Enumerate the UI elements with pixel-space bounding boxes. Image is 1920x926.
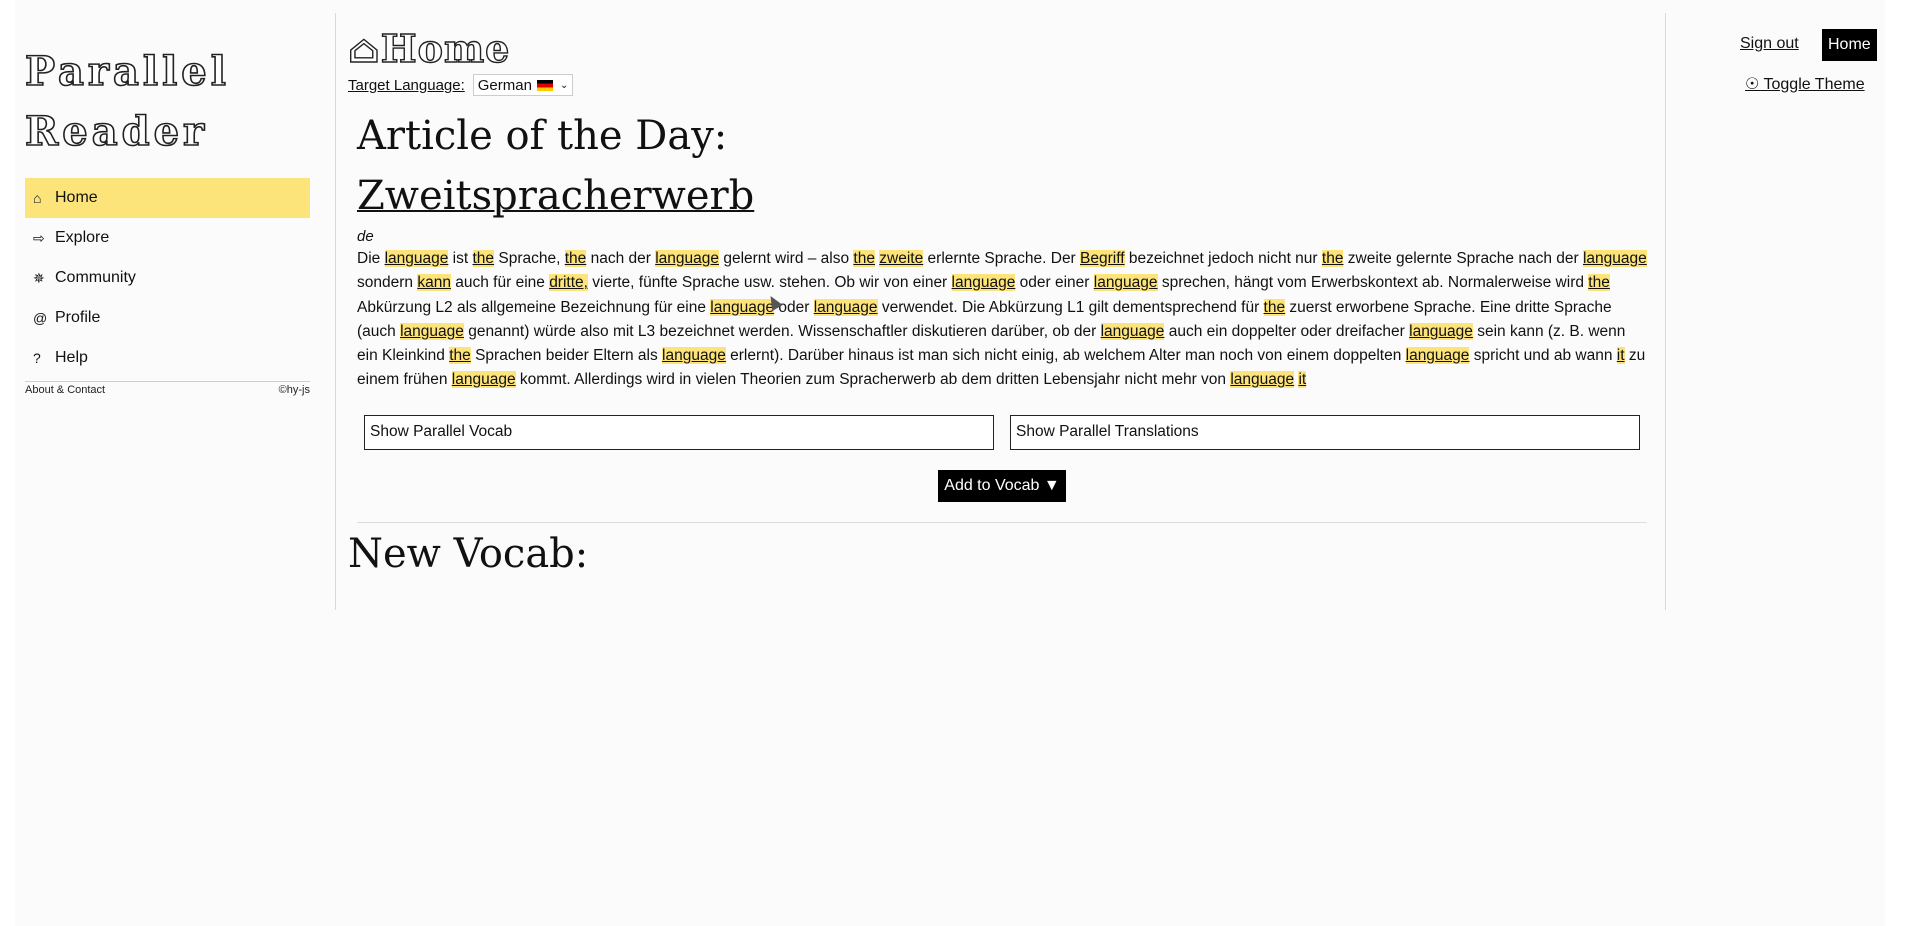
article bbox=[348, 106, 1647, 585]
article-text: sein kann (z. B. wenn ein Kleinkind bbox=[357, 322, 1626, 365]
sidebar-item-label: Home bbox=[55, 189, 98, 206]
sidebar-footer bbox=[25, 381, 310, 396]
article-text: Sprachen beider Eltern als bbox=[470, 347, 663, 365]
show-parallel-translations-button[interactable]: Show Parallel Translations bbox=[1010, 415, 1640, 450]
highlighted-word[interactable]: the bbox=[1588, 274, 1610, 292]
highlighted-word[interactable]: it bbox=[1616, 347, 1625, 365]
article-text: spricht und ab wann bbox=[1469, 347, 1617, 365]
article-lang-code: de bbox=[357, 228, 374, 245]
article-text: oder bbox=[774, 298, 814, 316]
sidebar-item-label: Help bbox=[55, 349, 88, 366]
highlighted-word[interactable]: dritte, bbox=[549, 274, 588, 292]
article-text: gelernt wird – also bbox=[719, 250, 854, 267]
article-text: genannt) würde also mit L3 bezeichnet werden. Wissenschaftler diskutieren darüber, ob der bbox=[463, 322, 1101, 340]
about-contact-link[interactable]: About & Contact bbox=[25, 384, 106, 396]
target-language-label: Target Language: bbox=[348, 76, 465, 94]
highlighted-word[interactable]: the bbox=[564, 250, 587, 267]
divider-left bbox=[335, 13, 336, 610]
copyright: ©hy-js bbox=[278, 384, 310, 396]
highlighted-word[interactable]: the bbox=[1263, 298, 1286, 316]
article-text: auch für eine bbox=[450, 274, 550, 292]
highlighted-word[interactable]: language bbox=[451, 371, 516, 389]
app-logo[interactable] bbox=[25, 42, 310, 162]
highlighted-word[interactable]: language bbox=[1409, 322, 1473, 340]
highlighted-word[interactable]: zweite bbox=[879, 250, 924, 267]
article-text: Abkürzung L2 als allgemeine Bezeichnung für eine bbox=[357, 298, 711, 316]
target-language-select[interactable] bbox=[473, 74, 574, 96]
add-to-vocab-button[interactable]: Add to Vocab ▼ bbox=[938, 470, 1065, 502]
article-body bbox=[357, 247, 1647, 393]
highlighted-word[interactable]: language bbox=[655, 250, 720, 267]
article-text: zuerst erworbene Sprache. Eine dritte Sprache (auch bbox=[357, 298, 1612, 340]
page-title: ⌂Home bbox=[348, 26, 511, 71]
sidebar-nav bbox=[25, 178, 310, 378]
article-text: zweite gelernte Sprache nach der bbox=[1343, 250, 1583, 267]
highlighted-word[interactable]: language bbox=[662, 347, 726, 365]
article-text: kommt. Allerdings wird in vielen Theorien zum Spracherwerb ab dem dritten Lebensjahr nicht mehr von bbox=[515, 371, 1231, 389]
highlighted-word[interactable]: the bbox=[449, 347, 471, 365]
article-text: erlernte Sprache. Der bbox=[923, 250, 1081, 267]
sidebar bbox=[25, 42, 310, 396]
article-text: erlernt). Darüber hinaus ist man sich nicht einig, ab welchem Alter man noch von einem doppelten bbox=[725, 347, 1406, 365]
divider-right bbox=[1665, 13, 1666, 610]
toggle-theme-link[interactable]: ☉ Toggle Theme bbox=[1745, 76, 1865, 93]
highlighted-word[interactable]: Begriff bbox=[1080, 250, 1125, 267]
article-text: oder einer bbox=[1015, 274, 1094, 292]
question-icon: ? bbox=[33, 350, 41, 366]
highlighted-word[interactable]: it bbox=[1298, 371, 1307, 389]
article-text: Sprache, bbox=[494, 250, 565, 267]
sidebar-item-label: Explore bbox=[55, 229, 110, 246]
sidebar-item-help[interactable] bbox=[25, 338, 310, 378]
highlighted-word[interactable]: language bbox=[400, 322, 464, 340]
highlighted-word[interactable]: the bbox=[1321, 250, 1344, 267]
add-to-vocab-wrap bbox=[357, 470, 1647, 502]
at-icon: @ bbox=[33, 310, 48, 326]
sidebar-item-profile[interactable] bbox=[25, 298, 310, 338]
logo-line-1: Parallel bbox=[25, 48, 230, 95]
article-text: sondern bbox=[357, 274, 418, 292]
highlighted-word[interactable]: language bbox=[710, 298, 775, 316]
article-text: bezeichnet jedoch nicht nur bbox=[1124, 250, 1322, 267]
sidebar-item-home[interactable] bbox=[25, 178, 310, 218]
highlighted-word[interactable]: the bbox=[853, 250, 875, 267]
highlighted-word[interactable]: language bbox=[1093, 274, 1158, 292]
arrow-right-icon: ⇨ bbox=[33, 229, 45, 246]
article-text: verwendet. Die Abkürzung L1 gilt dementsprechend für bbox=[877, 298, 1264, 316]
new-vocab-heading: New Vocab: bbox=[348, 530, 589, 577]
sidebar-item-explore[interactable] bbox=[25, 218, 310, 258]
highlighted-word[interactable]: language bbox=[1405, 347, 1470, 365]
article-text: nach der bbox=[586, 250, 656, 267]
article-text: ist bbox=[448, 250, 473, 267]
article-text: vierte, fünfte Sprache usw. stehen. Ob wir von einer bbox=[587, 274, 952, 292]
article-heading: Article of the Day: bbox=[357, 113, 728, 159]
home-button[interactable]: Home bbox=[1822, 29, 1877, 61]
german-flag-icon bbox=[537, 80, 553, 91]
home-icon: ⌂ bbox=[33, 190, 42, 206]
parallel-buttons bbox=[357, 415, 1647, 450]
highlighted-word[interactable]: language bbox=[1100, 322, 1165, 340]
highlighted-word[interactable]: kann bbox=[417, 274, 451, 292]
highlighted-word[interactable]: the bbox=[472, 250, 495, 267]
article-text: sprechen, hängt vom Erwerbskontext ab. Normalerweise wird bbox=[1157, 274, 1589, 292]
highlighted-word[interactable]: language bbox=[1582, 250, 1647, 267]
article-text: Die bbox=[357, 250, 385, 267]
sidebar-item-label: Profile bbox=[55, 309, 101, 326]
article-title[interactable]: Zweitspracherwerb bbox=[357, 173, 755, 219]
highlighted-word[interactable]: language bbox=[384, 250, 449, 267]
sidebar-item-label: Community bbox=[55, 269, 136, 286]
highlighted-word[interactable]: language bbox=[951, 274, 1016, 292]
article-text: zu einem frühen bbox=[357, 347, 1646, 389]
gear-icon: ✵ bbox=[33, 269, 45, 286]
article-text: auch ein doppelter oder dreifacher bbox=[1164, 322, 1410, 340]
target-language-value: German bbox=[477, 76, 532, 94]
highlighted-word[interactable]: language bbox=[813, 298, 878, 316]
target-language-row bbox=[348, 74, 1648, 96]
highlighted-word[interactable]: language bbox=[1230, 371, 1295, 389]
sign-out-link[interactable]: Sign out bbox=[1740, 35, 1799, 52]
main-content bbox=[348, 22, 1648, 585]
chevron-down-icon: ⌄ bbox=[559, 79, 569, 91]
sidebar-item-community[interactable] bbox=[25, 258, 310, 298]
logo-line-2: Reader bbox=[25, 108, 209, 155]
show-parallel-vocab-button[interactable]: Show Parallel Vocab bbox=[364, 415, 994, 450]
